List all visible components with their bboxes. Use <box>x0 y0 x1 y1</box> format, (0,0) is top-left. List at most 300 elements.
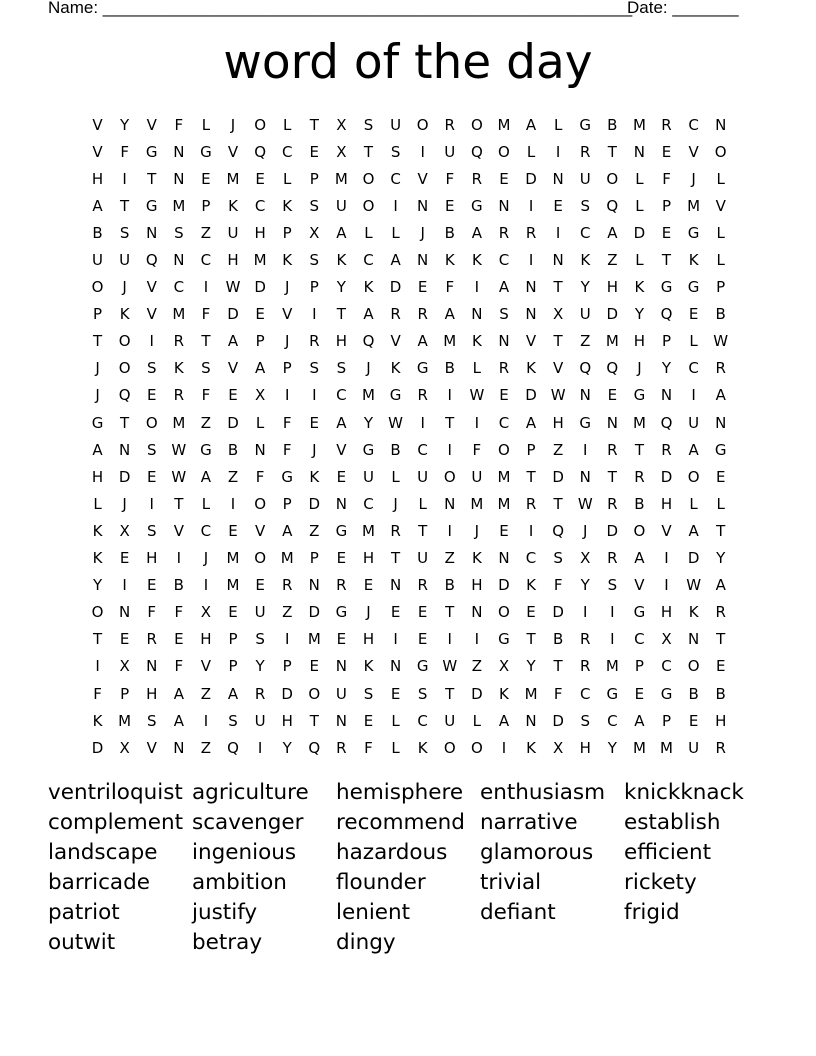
grid-letter: D <box>606 305 619 324</box>
grid-letter: E <box>634 684 645 703</box>
grid-letter: P <box>120 684 130 703</box>
grid-letter: L <box>526 142 536 161</box>
grid-letter: V <box>390 332 401 351</box>
grid-letter: N <box>498 196 510 215</box>
grid-row <box>84 545 744 572</box>
grid-letter: S <box>363 684 374 703</box>
grid-letter: S <box>390 142 401 161</box>
grid-letter: T <box>607 142 617 161</box>
grid-letter: H <box>552 413 564 432</box>
grid-letter: N <box>335 494 347 513</box>
grid-letter: I <box>420 413 425 432</box>
grid-letter: J <box>474 521 480 540</box>
grid-letter: E <box>174 630 184 649</box>
grid-letter: O <box>91 278 104 297</box>
word-list-item: establish <box>624 810 721 835</box>
grid-letter: S <box>580 196 590 215</box>
grid-letter: B <box>390 440 401 459</box>
grid-letter: U <box>579 169 591 188</box>
grid-letter: J <box>691 169 696 188</box>
grid-letter: M <box>280 549 294 568</box>
grid-letter: C <box>390 169 401 188</box>
grid-letter: G <box>579 115 592 134</box>
grid-letter: J <box>583 521 588 540</box>
grid-letter: N <box>471 305 483 324</box>
grid-letter: D <box>633 223 646 242</box>
grid-letter: E <box>688 305 699 324</box>
grid-letter: J <box>95 359 100 378</box>
grid-letter: K <box>471 332 482 351</box>
grid-letter: E <box>309 657 320 676</box>
word-list <box>48 778 768 958</box>
word-list-item: ventriloquist <box>48 780 183 805</box>
grid-letter: E <box>255 576 265 595</box>
grid-letter: M <box>524 684 538 703</box>
grid-letter: U <box>579 305 591 324</box>
grid-letter: W <box>171 440 187 459</box>
grid-letter: G <box>498 630 510 649</box>
grid-letter: O <box>498 142 510 161</box>
word-list-item: knickknack <box>624 780 744 805</box>
grid-letter: T <box>526 630 536 649</box>
grid-letter: J <box>637 359 642 378</box>
grid-letter: T <box>445 413 455 432</box>
grid-letter: Z <box>444 549 455 568</box>
grid-row <box>84 626 744 653</box>
grid-letter: B <box>92 223 103 242</box>
grid-letter: P <box>716 278 726 297</box>
grid-letter: R <box>336 576 347 595</box>
grid-letter: S <box>201 359 211 378</box>
grid-letter: C <box>634 630 645 649</box>
word-list-item: justify <box>192 900 258 925</box>
grid-letter: F <box>445 278 455 297</box>
grid-letter: I <box>312 305 317 324</box>
grid-letter: E <box>417 278 428 297</box>
grid-letter: K <box>417 738 428 757</box>
grid-letter: I <box>447 521 452 540</box>
grid-letter: E <box>228 603 238 622</box>
grid-letter: X <box>336 142 347 161</box>
grid-letter: T <box>363 142 374 161</box>
grid-letter: A <box>498 711 510 730</box>
grid-letter: A <box>715 576 726 595</box>
grid-letter: K <box>119 305 130 324</box>
grid-letter: E <box>499 169 509 188</box>
grid-letter: R <box>634 467 645 486</box>
grid-letter: N <box>335 657 347 676</box>
grid-letter: T <box>309 115 319 134</box>
word-list-item: rickety <box>624 870 697 895</box>
grid-letter: O <box>633 521 646 540</box>
grid-letter: F <box>445 169 455 188</box>
grid-letter: F <box>282 413 292 432</box>
grid-letter: R <box>661 440 672 459</box>
grid-letter: J <box>122 278 127 297</box>
grid-letter: Q <box>470 142 483 161</box>
grid-letter: W <box>686 576 702 595</box>
grid-letter: D <box>308 603 321 622</box>
grid-letter: G <box>416 359 429 378</box>
grid-letter: I <box>528 196 534 215</box>
grid-letter: T <box>716 630 726 649</box>
grid-letter: T <box>716 521 726 540</box>
grid-letter: I <box>393 196 398 215</box>
grid-letter: K <box>92 521 103 540</box>
grid-letter: L <box>364 223 373 242</box>
grid-letter: W <box>469 386 485 405</box>
grid-letter: N <box>335 711 347 730</box>
grid-letter: M <box>172 196 186 215</box>
grid-letter: P <box>255 332 265 351</box>
grid-letter: S <box>146 711 157 730</box>
grid-letter: K <box>92 711 103 730</box>
grid-letter: Y <box>580 576 590 595</box>
grid-letter: K <box>92 549 103 568</box>
grid-row <box>84 138 744 165</box>
grid-letter: S <box>146 521 157 540</box>
grid-letter: P <box>201 196 211 215</box>
grid-letter: L <box>391 223 400 242</box>
grid-row <box>84 653 744 680</box>
grid-letter: N <box>552 169 564 188</box>
grid-letter: I <box>230 494 236 513</box>
grid-letter: E <box>119 630 130 649</box>
grid-letter: F <box>255 467 265 486</box>
grid-letter: C <box>200 521 212 540</box>
grid-letter: Q <box>579 359 592 378</box>
grid-letter: R <box>661 115 672 134</box>
grid-letter: W <box>388 413 403 432</box>
grid-letter: O <box>254 115 267 134</box>
grid-letter: U <box>471 467 483 486</box>
grid-letter: K <box>471 251 482 270</box>
grid-letter: B <box>634 494 645 513</box>
grid-letter: C <box>525 549 537 568</box>
grid-letter: D <box>552 603 564 622</box>
grid-letter: A <box>390 251 401 270</box>
grid-letter: R <box>173 386 185 405</box>
grid-letter: U <box>335 196 347 215</box>
grid-letter: G <box>281 467 294 486</box>
grid-letter: E <box>336 630 347 649</box>
grid-letter: R <box>254 684 266 703</box>
word-search-grid <box>84 111 744 761</box>
grid-letter: L <box>689 332 698 351</box>
grid-letter: C <box>417 711 428 730</box>
grid-letter: L <box>93 494 102 513</box>
grid-letter: C <box>607 711 618 730</box>
grid-letter: I <box>664 576 669 595</box>
grid-letter: O <box>606 169 619 188</box>
word-list-item: recommend <box>336 810 465 835</box>
grid-letter: J <box>95 386 100 405</box>
grid-letter: E <box>390 603 401 622</box>
grid-letter: Q <box>606 359 619 378</box>
grid-row <box>84 382 744 409</box>
grid-letter: Z <box>471 657 482 676</box>
grid-letter: Z <box>553 440 564 459</box>
grid-letter: H <box>146 684 158 703</box>
grid-letter: C <box>688 359 699 378</box>
grid-letter: I <box>474 278 480 297</box>
grid-letter: N <box>633 142 646 161</box>
grid-letter: M <box>226 169 240 188</box>
grid-letter: C <box>661 657 672 676</box>
grid-letter: U <box>688 413 700 432</box>
grid-letter: C <box>498 251 510 270</box>
grid-letter: R <box>607 494 618 513</box>
grid-letter: J <box>284 332 290 351</box>
grid-letter: M <box>470 494 484 513</box>
grid-letter: N <box>660 386 673 405</box>
grid-letter: M <box>172 305 186 324</box>
grid-letter: R <box>580 630 591 649</box>
grid-letter: T <box>607 467 617 486</box>
grid-letter: E <box>417 630 428 649</box>
grid-letter: L <box>472 711 482 730</box>
grid-row <box>84 246 744 273</box>
grid-letter: F <box>364 738 373 757</box>
grid-letter: C <box>363 251 374 270</box>
grid-letter: T <box>120 413 130 432</box>
grid-letter: Q <box>552 521 565 540</box>
grid-letter: N <box>606 413 618 432</box>
grid-letter: I <box>501 738 507 757</box>
grid-letter: V <box>417 169 428 188</box>
grid-letter: R <box>417 305 428 324</box>
grid-row <box>84 192 744 219</box>
grid-letter: N <box>308 576 320 595</box>
grid-letter: X <box>119 521 130 540</box>
grid-letter: E <box>553 196 563 215</box>
grid-letter: M <box>172 413 186 432</box>
grid-letter: Q <box>118 386 131 405</box>
word-list-item: narrative <box>480 810 578 835</box>
grid-letter: I <box>610 630 615 649</box>
grid-letter: M <box>226 549 240 568</box>
grid-letter: V <box>146 738 157 757</box>
grid-letter: I <box>149 494 154 513</box>
grid-letter: F <box>201 305 211 324</box>
grid-letter: A <box>471 223 482 242</box>
grid-letter: G <box>606 684 619 703</box>
grid-letter: S <box>119 223 130 242</box>
grid-letter: K <box>363 657 374 676</box>
grid-letter: L <box>201 494 211 513</box>
grid-letter: M <box>632 413 646 432</box>
grid-row <box>84 328 744 355</box>
word-list-item: dingy <box>336 930 396 955</box>
grid-letter: E <box>363 576 374 595</box>
grid-letter: N <box>715 413 727 432</box>
grid-letter: P <box>661 332 672 351</box>
grid-letter: F <box>147 603 157 622</box>
grid-letter: E <box>417 603 428 622</box>
grid-letter: M <box>632 115 646 134</box>
grid-letter: K <box>336 251 347 270</box>
grid-letter: U <box>444 142 456 161</box>
grid-letter: F <box>553 576 563 595</box>
grid-letter: R <box>390 521 401 540</box>
grid-letter: Z <box>309 521 320 540</box>
word-list-item: defiant <box>480 900 556 925</box>
grid-letter: C <box>254 196 266 215</box>
grid-letter: Z <box>580 332 591 351</box>
grid-letter: V <box>525 332 537 351</box>
grid-letter: R <box>336 738 347 757</box>
grid-letter: T <box>92 332 103 351</box>
grid-letter: F <box>472 440 482 459</box>
grid-letter: I <box>284 386 290 405</box>
grid-letter: V <box>715 196 726 215</box>
grid-letter: U <box>390 115 402 134</box>
grid-letter: O <box>254 494 267 513</box>
grid-letter: E <box>146 386 157 405</box>
grid-letter: E <box>715 657 726 676</box>
grid-letter: X <box>309 223 320 242</box>
grid-letter: S <box>553 549 563 568</box>
grid-letter: E <box>228 386 238 405</box>
grid-letter: F <box>120 142 129 161</box>
grid-letter: V <box>254 521 266 540</box>
grid-letter: H <box>660 494 673 513</box>
grid-letter: S <box>336 359 347 378</box>
grid-letter: Y <box>255 657 265 676</box>
grid-letter: I <box>149 332 154 351</box>
grid-letter: Y <box>580 278 590 297</box>
grid-letter: R <box>715 359 726 378</box>
grid-letter: X <box>200 603 212 622</box>
grid-letter: R <box>580 657 591 676</box>
grid-letter: H <box>715 711 727 730</box>
grid-letter: J <box>284 278 290 297</box>
grid-row <box>84 517 744 544</box>
grid-letter: N <box>389 657 402 676</box>
grid-letter: V <box>146 115 157 134</box>
grid-letter: M <box>497 494 511 513</box>
grid-letter: U <box>444 711 456 730</box>
grid-letter: X <box>498 657 510 676</box>
grid-letter: M <box>307 630 321 649</box>
grid-letter: S <box>363 115 374 134</box>
grid-letter: B <box>173 576 184 595</box>
grid-letter: L <box>283 169 292 188</box>
grid-letter: T <box>661 251 672 270</box>
grid-letter: X <box>254 386 266 405</box>
grid-letter: G <box>200 440 212 459</box>
grid-letter: Q <box>660 305 673 324</box>
grid-letter: I <box>664 549 669 568</box>
grid-letter: M <box>605 332 619 351</box>
grid-letter: G <box>335 521 348 540</box>
grid-letter: R <box>444 115 455 134</box>
grid-letter: E <box>526 603 536 622</box>
grid-letter: C <box>579 223 591 242</box>
grid-letter: I <box>691 386 696 405</box>
grid-letter: H <box>200 630 212 649</box>
grid-letter: X <box>336 115 347 134</box>
grid-letter: X <box>119 657 130 676</box>
grid-letter: Y <box>716 549 726 568</box>
grid-letter: Y <box>661 359 672 378</box>
grid-row <box>84 707 744 734</box>
grid-letter: V <box>661 521 672 540</box>
grid-letter: V <box>146 305 157 324</box>
grid-letter: R <box>498 223 510 242</box>
grid-letter: Z <box>200 684 212 703</box>
grid-letter: N <box>525 711 537 730</box>
grid-letter: I <box>203 711 209 730</box>
grid-letter: C <box>336 386 347 405</box>
grid-letter: M <box>632 738 646 757</box>
grid-letter: T <box>445 684 455 703</box>
grid-letter: L <box>716 251 725 270</box>
grid-letter: R <box>607 440 618 459</box>
grid-letter: B <box>552 630 564 649</box>
word-list-item: lenient <box>336 900 411 925</box>
grid-letter: D <box>525 169 537 188</box>
grid-letter: N <box>471 603 483 622</box>
grid-letter: K <box>228 196 238 215</box>
grid-letter: R <box>715 603 726 622</box>
grid-letter: R <box>580 142 591 161</box>
grid-letter: U <box>227 223 239 242</box>
grid-letter: A <box>173 711 184 730</box>
grid-letter: O <box>470 738 483 757</box>
grid-letter: I <box>284 630 290 649</box>
grid-letter: H <box>146 549 158 568</box>
grid-letter: H <box>362 549 375 568</box>
grid-letter: P <box>282 494 292 513</box>
grid-letter: V <box>336 440 347 459</box>
grid-letter: U <box>688 738 700 757</box>
word-list-item: patriot <box>48 900 120 925</box>
grid-letter: C <box>281 142 293 161</box>
date-field-label: Date: _______ <box>627 0 739 17</box>
grid-letter: O <box>254 549 267 568</box>
grid-letter: I <box>583 603 588 622</box>
word-list-item: scavenger <box>192 810 304 835</box>
page-title: word of the day <box>223 35 593 90</box>
grid-letter: D <box>281 684 293 703</box>
grid-letter: H <box>335 332 348 351</box>
grid-letter: A <box>525 413 537 432</box>
grid-letter: X <box>553 738 564 757</box>
grid-letter: C <box>363 494 374 513</box>
grid-letter: R <box>173 332 185 351</box>
grid-letter: S <box>255 630 265 649</box>
word-list-item: hemisphere <box>336 780 464 805</box>
grid-letter: S <box>309 196 320 215</box>
grid-letter: E <box>661 142 672 161</box>
grid-letter: E <box>390 684 401 703</box>
grid-letter: G <box>91 413 104 432</box>
grid-letter: G <box>633 603 646 622</box>
grid-letter: D <box>308 494 321 513</box>
grid-letter: F <box>174 603 184 622</box>
grid-letter: I <box>393 630 398 649</box>
grid-letter: O <box>498 603 510 622</box>
grid-letter: B <box>444 359 455 378</box>
grid-letter: M <box>118 711 132 730</box>
grid-letter: Q <box>145 251 158 270</box>
grid-letter: N <box>444 494 456 513</box>
grid-letter: N <box>525 305 537 324</box>
grid-letter: H <box>660 603 673 622</box>
grid-letter: P <box>634 657 644 676</box>
grid-row <box>84 680 744 707</box>
